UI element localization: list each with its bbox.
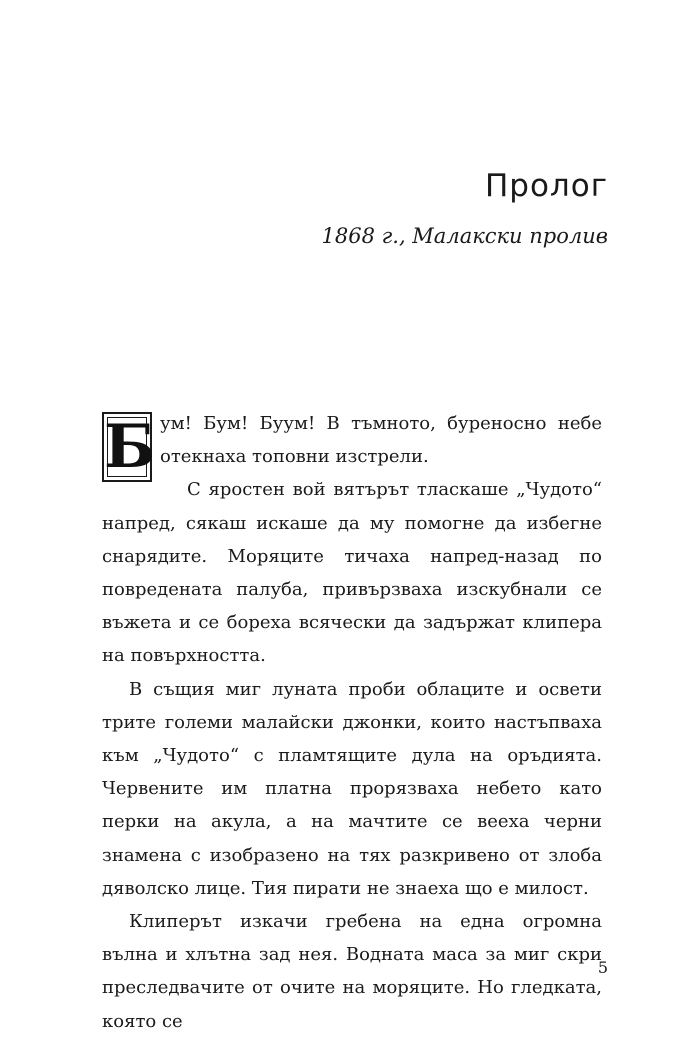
paragraph-1: [102, 407, 602, 482]
drop-cap-initial: Б: [104, 412, 156, 482]
paragraph-3: В същия миг луната проби облаците и освети трите големи малайски джонки, които настъпваха към „Чудото“ с пламтящите дула на оръдията. Червените им платна прорязваха небето като перки на акула, а на мачтите се вееха черни знамена с изобразено на тях разкривено от злоба дяволско лице. Тия пирати не знаеха що е милост.: [102, 678, 602, 899]
paragraph-4: Клиперът изкачи гребена на една огромна вълна и хлътна зад нея. Водната маса за миг скри преследвачите от очите на моряците. Но гледката, която се: [102, 911, 602, 1032]
body-text: [102, 407, 602, 1038]
chapter-subtitle: 1868 г., Малакски пролив: [321, 224, 608, 248]
paragraph-1-text: ум! Бум! Буум! В тъмното, буреносно небе отекнаха топовни изстрели.: [160, 413, 602, 468]
page-number: 5: [597, 958, 608, 977]
chapter-title: Пролог: [484, 168, 608, 204]
paragraph-2: С яростен вой вятърът тласкаше „Чудото“ напред, сякаш искаше да му помогне да избегне снарядите. Моряците тичаха напред-назад по повредената палуба, привързваха изскубнали се въжета и се бореха всячески да задържат клипера на повърхността.: [102, 479, 602, 667]
